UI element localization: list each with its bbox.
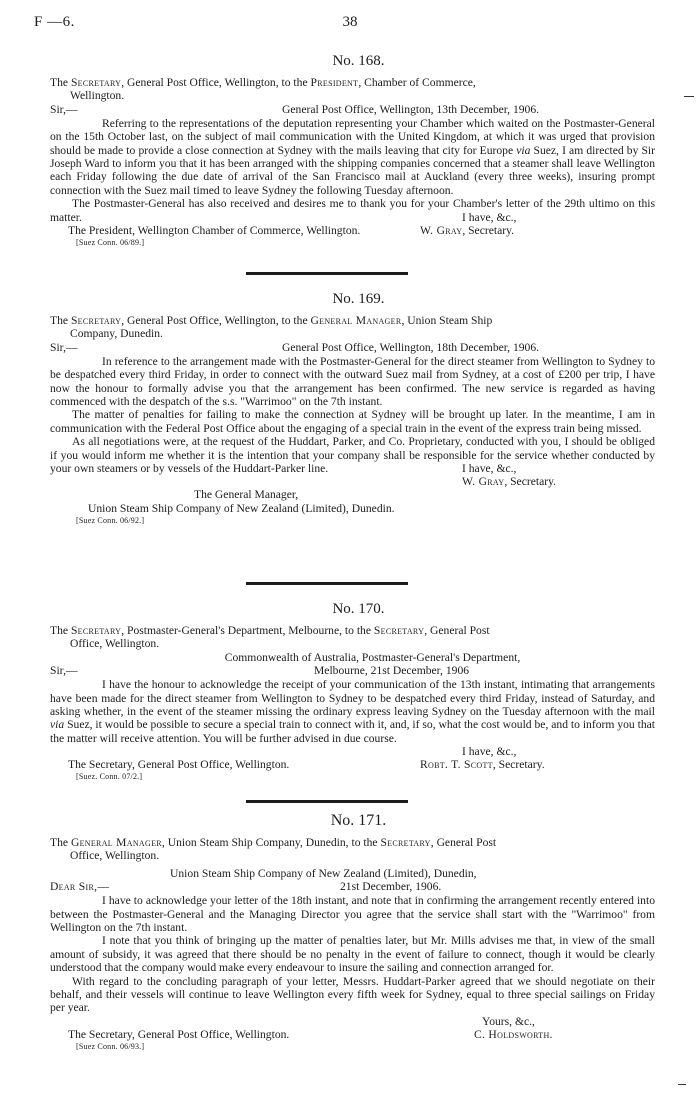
salutation-row [50,103,655,117]
letter-170 [50,600,655,782]
letter-number: No. 169. [332,291,385,307]
closing: I have, &c., [462,745,517,759]
addressee: Union Steam Ship Company of New Zealand (Limited), Dunedin. [88,501,395,515]
salutation: Sir,— [50,664,78,678]
letter-heading: The General Manager, Union Steam Ship Company, Dunedin, to the Secretary, General Post Office, Wellington. [50,836,497,863]
salutation-row [50,664,655,678]
addressee: The President, Wellington Chamber of Commerce, Wellington. [68,224,361,238]
letter-paragraph: I note that you think of bringing up the matter of penalties later, but Mr. Mills advises me that, in view of the small amount of subsidy, it was agreed that there should be no penalty in the event of failure to connect, though it would be clearly understood that the company would make every endeavour to insure the sailing and connection arranged for. [50,934,655,975]
closing-row [50,211,655,224]
closing: I have, &c., [462,462,517,476]
closing-row [50,462,655,475]
margin-mark [684,96,694,97]
section-divider [246,800,408,803]
place-date: Melbourne, 21st December, 1906 [314,664,470,678]
letter-paragraph: With regard to the concluding paragraph of your letter, Messrs. Huddart-Parker agreed that we should negotiate on their behalf, and their vessels will continue to leave Wellington every fifth week for Sydney, equal to three special sailings on Friday per year. [50,974,655,1015]
letter-heading: The Secretary, Postmaster-General's Department, Melbourne, to the Secretary, General Post Office, Wellington. [50,624,490,651]
place-date: 21st December, 1906. [340,880,442,894]
salutation: Dear Sir,— [50,880,110,894]
file-reference: [Suez Conn. 06/93.] [76,1041,145,1051]
salutation: Sir,— [50,340,78,354]
closing: I have, &c., [462,211,517,225]
letter-number: No. 170. [332,601,385,617]
letter-paragraph: The matter of penalties for failing to make the connection at Sydney will be brought up later. In the meantime, I am in communication with the Federal Post Office about the engaging of a special train in the event of the express train being missed. [50,408,655,435]
letter-paragraph: The Postmaster-General has also received and desires me to thank you for your Chamber's letter of the 29th ultimo on this matter. [50,197,655,224]
addressee: The General Manager, [194,488,299,502]
section-divider [246,582,408,585]
letter-number: No. 168. [332,53,385,69]
signature-row [50,1028,655,1041]
signature: C. Holdsworth. [474,1027,553,1041]
salutation: Sir,— [50,102,78,116]
signature: Robt. T. Scott, Secretary. [420,758,545,772]
letter-heading: The Secretary, General Post Office, Wellington, to the General Manager, Union Steam Ship Company, Dunedin. [50,314,493,341]
section-divider [246,272,408,275]
signature: W. Gray, Secretary. [462,475,557,489]
place-date: General Post Office, Wellington, 18th December, 1906. [282,340,540,354]
signature: W. Gray, Secretary. [420,224,515,238]
margin-mark [678,1084,686,1085]
place-date: General Post Office, Wellington, 13th December, 1906. [282,102,540,116]
place-line: Union Steam Ship Company of New Zealand (Limited), Dunedin, [170,866,477,880]
signature-row [50,758,655,771]
page-number: 38 [342,14,358,30]
section-reference: F —6. [34,14,75,30]
salutation-row [50,341,655,355]
letter-heading: The Secretary, General Post Office, Wellington, to the President, Chamber of Commerce, Wellington. [50,76,476,103]
closing-row [50,1015,655,1028]
letter-paragraph: In reference to the arrangement made with the Postmaster-General for the direct steamer from Wellington to Sydney to be despatched every third Friday, in order to connect with the outward Suez mail from Sydney, at a cost of £200 per trip, I have now the honour to formally advise you that the arrangement has been confirmed. The new service is regarded as having commenced with the despatch of the s.s. "Warrimoo" on the 7th instant. [50,354,655,409]
file-reference: [Suez Conn. 06/89.] [76,238,145,248]
place-line: Commonwealth of Australia, Postmaster-General's Department, [224,650,521,664]
salutation-row [50,880,655,894]
letter-169 [50,290,655,526]
letter-168 [50,52,655,248]
letter-paragraph: I have the honour to acknowledge the receipt of your communication of the 13th instant, intimating that arrangements have been made for the direct steamer from Wellington to Sydney to be despatched every third Friday, instead of Saturday, and asking whether, in the event of the steamer missing the ordinary express leaving Sydney on the Tuesday afternoon with the mail via Suez, it would be possible to secure a special train to connect with it, and, if so, what the cost would be, and to inform you that the matter will receive attention. You will be further advised in due course. [50,678,655,745]
file-reference: [Suez Conn. 06/92.] [76,516,145,526]
letter-number: No. 171. [330,812,387,829]
addressee: The Secretary, General Post Office, Wellington. [68,758,290,772]
closing: Yours, &c., [482,1014,535,1028]
letter-paragraph: As all negotiations were, at the request of the Huddart, Parker, and Co. Proprietary, conducted with you, I should be obliged if you would inform me whether it is the intention that your company shall be responsible for the service whether conducted by your own steamers or by vessels of the Huddart-Parker line. [50,435,655,476]
closing-row [50,745,655,758]
letter-171 [50,812,655,1052]
addressee: The Secretary, General Post Office, Wellington. [68,1027,290,1041]
letter-paragraph: Referring to the representations of the deputation representing your Chamber which waited on the Postmaster-General on the 15th October last, on the subject of mail communication with the United Kingdom, at which it was urged that provision should be made to provide a close connection at Sydney with the mails leaving that city for Europe via Suez, I am directed by Sir Joseph Ward to inform you that it has been arranged with the shipping companies concerned that a steamer shall leave Wellington each Friday following the due date of arrival of the San Francisco mail at Auckland (every three weeks), insuring prompt connection with the Suez mail timed to leave Sydney the following Tuesday afternoon. [50,116,656,197]
letter-paragraph: I have to acknowledge your letter of the 18th instant, and note that in confirming the arrangement recently entered into between the Postmaster-General and the Managing Director you agree that the service shall start with the "Warrimoo" from Wellington on the 7th instant. [50,894,655,935]
file-reference: [Suez. Conn. 07/2.] [76,772,143,782]
signature-row [50,475,655,488]
signature-row [50,224,655,237]
